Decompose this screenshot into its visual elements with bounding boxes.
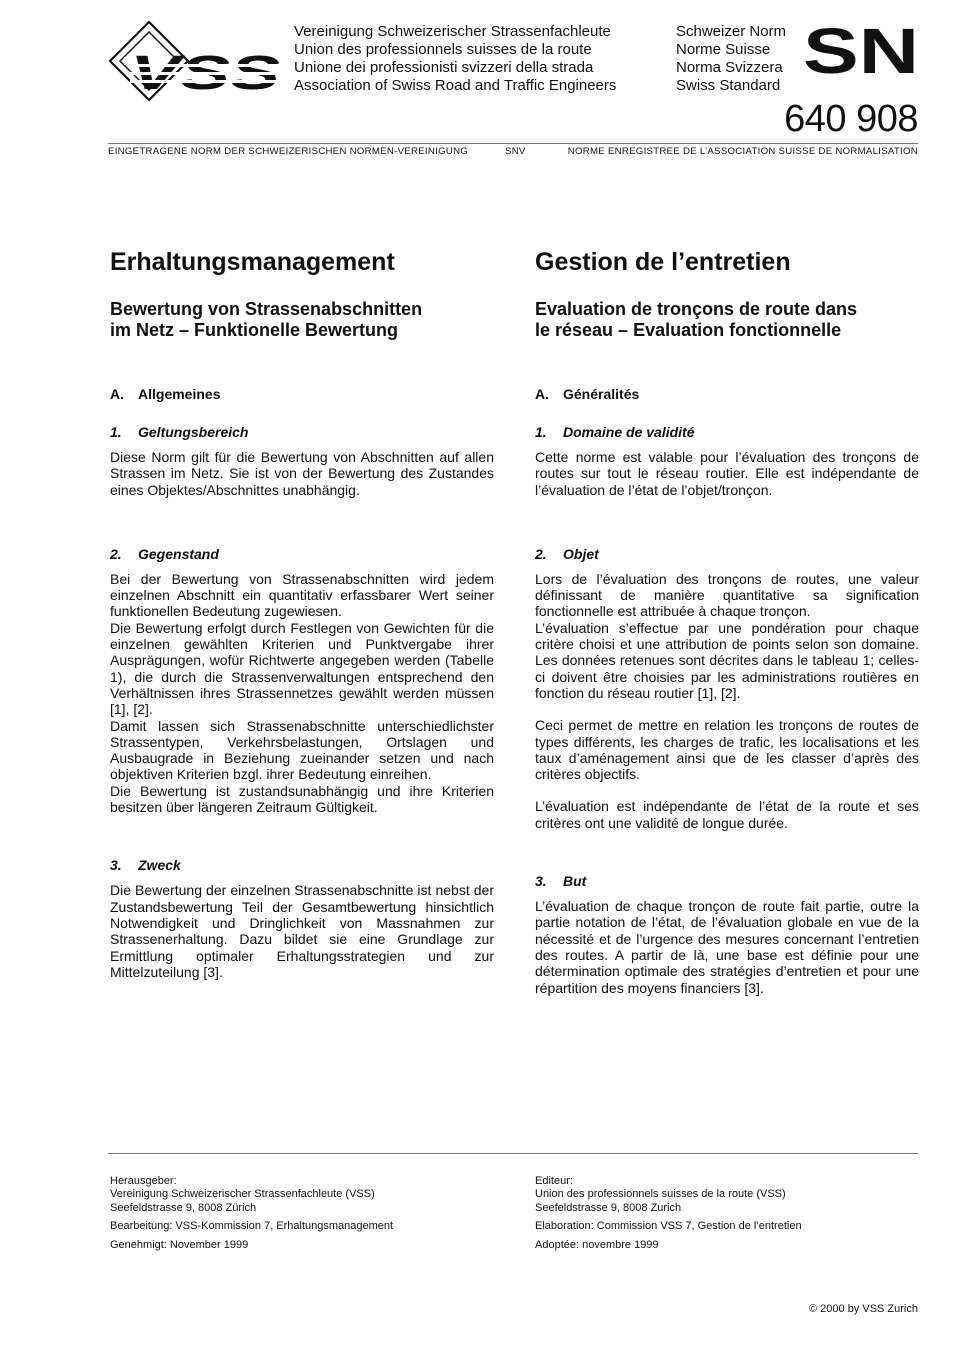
footer-french	[535, 1175, 919, 1252]
subsection-3-heading-de: 3. Zweck	[110, 857, 181, 874]
subsection-2-para-1-de: Bei der Bewertung von Strassenabschnitten wird jedem einzelnen Abschnitt ein quantitativ erfassbarer Wert seiner funktionellen Bedeutung zugewiesen.	[110, 570, 494, 620]
norm-label-it: Norma Svizzera	[676, 59, 783, 76]
publisher-name-fr: Union des professionnels suisses de la route (VSS)	[535, 1188, 786, 1201]
subsection-2-para-4-fr: L’évaluation est indépendante de l’état de la route et ses critères ont une validité de longue durée.	[535, 798, 919, 831]
registration-de: EINGETRAGENE NORM DER SCHWEIZERISCHEN NORMEN-VEREINIGUNG	[108, 146, 469, 157]
subsection-1-heading-de: 1. Geltungsbereich	[110, 424, 249, 440]
copyright: © 2000 by VSS Zurich	[809, 1303, 918, 1315]
publisher-name-de: Vereinigung Schweizerischer Strassenfachleute (VSS)	[110, 1188, 375, 1201]
subsection-2-heading-fr: 2. Objet	[535, 545, 599, 562]
subsection-1-text-fr: Cette norme est valable pour l’évaluation des tronçons de routes sur tout le réseau routier. Elle est indépendante de l’évaluation de l’état de l’objet/tronçon.	[535, 449, 919, 498]
organization-names	[294, 23, 616, 95]
column-french	[535, 247, 919, 996]
approved-fr: Adoptée: novembre 1999	[535, 1238, 659, 1251]
registration-snv: SNV	[505, 146, 526, 157]
subsection-3-text-fr: L’évaluation de chaque tronçon de route fait partie, outre la partie notation de l’état, de l’évaluation globale en vue de la nécessité et de l’urgence des mesures concernant l’entretien des routes. A partir de là, une base est définie pour une détermination optimale des stratégies d’entretien et pour une répartition des moyens financiers [3].	[535, 898, 919, 996]
subsection-2-para-2-fr: L’évaluation s’effectue par une pondération pour chaque critère choisi et une attribution de points selon son domaine. Les données retenues sont décrites dans le tableau 1; celles-ci doivent être choisies par les administrations routières en fonction du réseau routier [1], [2].	[535, 619, 919, 701]
subsection-2-para-3-fr: Ceci permet de mettre en relation les tronçons de routes de types différents, les charges de trafic, les localisations et les taux d’aménagement ainsi que de les classer d’après des critères objectifs.	[535, 717, 919, 783]
sn-mark-logo	[802, 24, 920, 76]
publisher-label-fr: Editeur:	[535, 1175, 573, 1187]
norm-labels	[676, 23, 786, 95]
approved-de: Genehmigt: November 1999	[110, 1238, 249, 1251]
publisher-label-de: Herausgeber:	[110, 1175, 177, 1187]
subsection-2-para-2-de: Die Bewertung erfolgt durch Festlegen von Gewichten für die einzelnen gewählten Kriterien und Punktvergabe ihrer Ausprägungen, wofür Richtwerte angegeben werden (Tabelle 1), die durch die Strassenverwaltungen entsprechend den Verhältnissen ihres Strassennetzes gewählt werden müssen [1], [2].	[110, 619, 494, 718]
org-name-en: Association of Swiss Road and Traffic Engineers	[294, 77, 617, 94]
norm-label-en: Swiss Standard	[676, 77, 781, 94]
section-a-heading-de: A. Allgemeines	[110, 386, 221, 402]
subtitle-de: Bewertung von Strassenabschnitten im Netz – Funktionelle Bewertung	[110, 299, 423, 340]
org-name-it: Unione dei professionisti svizzeri della strada	[294, 59, 594, 76]
column-german	[110, 247, 494, 980]
sn-mark-text: SN	[803, 24, 919, 76]
norm-number: 640 908	[784, 98, 918, 140]
subsection-3-text-de: Die Bewertung der einzelnen Strassenabschnitte ist nebst der Zustandsbewertung Teil der Gesamtbewertung hinsichtlich Notwendigkeit und Dringlichkeit von Massnahmen zur Strassenerhaltung. Dazu bildet sie eine Grundlage zur Ermittlung optimaler Erhaltungsstrategien und zur Mittelzuteilung [3].	[110, 882, 494, 980]
org-name-de: Vereinigung Schweizerischer Strassenfachleute	[294, 23, 611, 40]
header-divider	[108, 143, 918, 144]
title-fr: Gestion de l’entretien	[535, 248, 791, 276]
section-a-heading-fr: A. Généralités	[535, 386, 640, 402]
subsection-1-text-de: Diese Norm gilt für die Bewertung von Abschnitten auf allen Strassen im Netz. Sie ist von der Bewertung des Zustandes eines Objektes/Abschnittes unabhängig.	[110, 449, 494, 498]
editing-fr: Elaboration: Commission VSS 7, Gestion de l’entretien	[535, 1220, 802, 1233]
vss-logo	[108, 20, 288, 102]
subsection-2-para-1-fr: Lors de l’évaluation des tronçons de routes, une valeur définissant de manière quantitative sa signification fonctionnelle est attribuée à chaque tronçon.	[535, 570, 919, 620]
editing-de: Bearbeitung: VSS-Kommission 7, Erhaltungsmanagement	[110, 1220, 394, 1233]
subsection-1-heading-fr: 1. Domaine de validité	[535, 424, 695, 440]
subsection-3-heading-fr: 3. But	[535, 873, 587, 890]
subsection-2-heading-de: 2. Gegenstand	[110, 545, 219, 562]
publisher-address-de: Seefeldstrasse 9, 8008 Zürich	[110, 1201, 257, 1214]
norm-label-fr: Norme Suisse	[676, 41, 771, 58]
subtitle-fr: Evaluation de tronçons de route dans le réseau – Evaluation fonctionnelle	[535, 299, 858, 340]
norm-label-de: Schweizer Norm	[676, 23, 787, 40]
subsection-2-para-4-de: Die Bewertung ist zustandsunabhängig und ihre Kriterien besitzen über längeren Zeitraum Gültigkeit.	[110, 782, 494, 816]
registration-fr: NORME ENREGISTREE DE L’ASSOCIATION SUISSE DE NORMALISATION	[567, 146, 918, 157]
footer-german	[110, 1175, 494, 1252]
subsection-2-para-3-de: Damit lassen sich Strassenabschnitte unterschiedlichster Strassentypen, Verkehrsbelastungen, Ortslagen und Ausbaugrade in Beziehung zueinander setzen und nach objektiven Kriterien bzgl. ihrer Bedeutung einreihen.	[110, 717, 494, 783]
footer-divider	[108, 1153, 918, 1154]
org-name-fr: Union des professionnels suisses de la route	[294, 41, 592, 58]
publisher-address-fr: Seefeldstrasse 9, 8008 Zurich	[535, 1201, 682, 1214]
title-de: Erhaltungsmanagement	[110, 248, 395, 276]
